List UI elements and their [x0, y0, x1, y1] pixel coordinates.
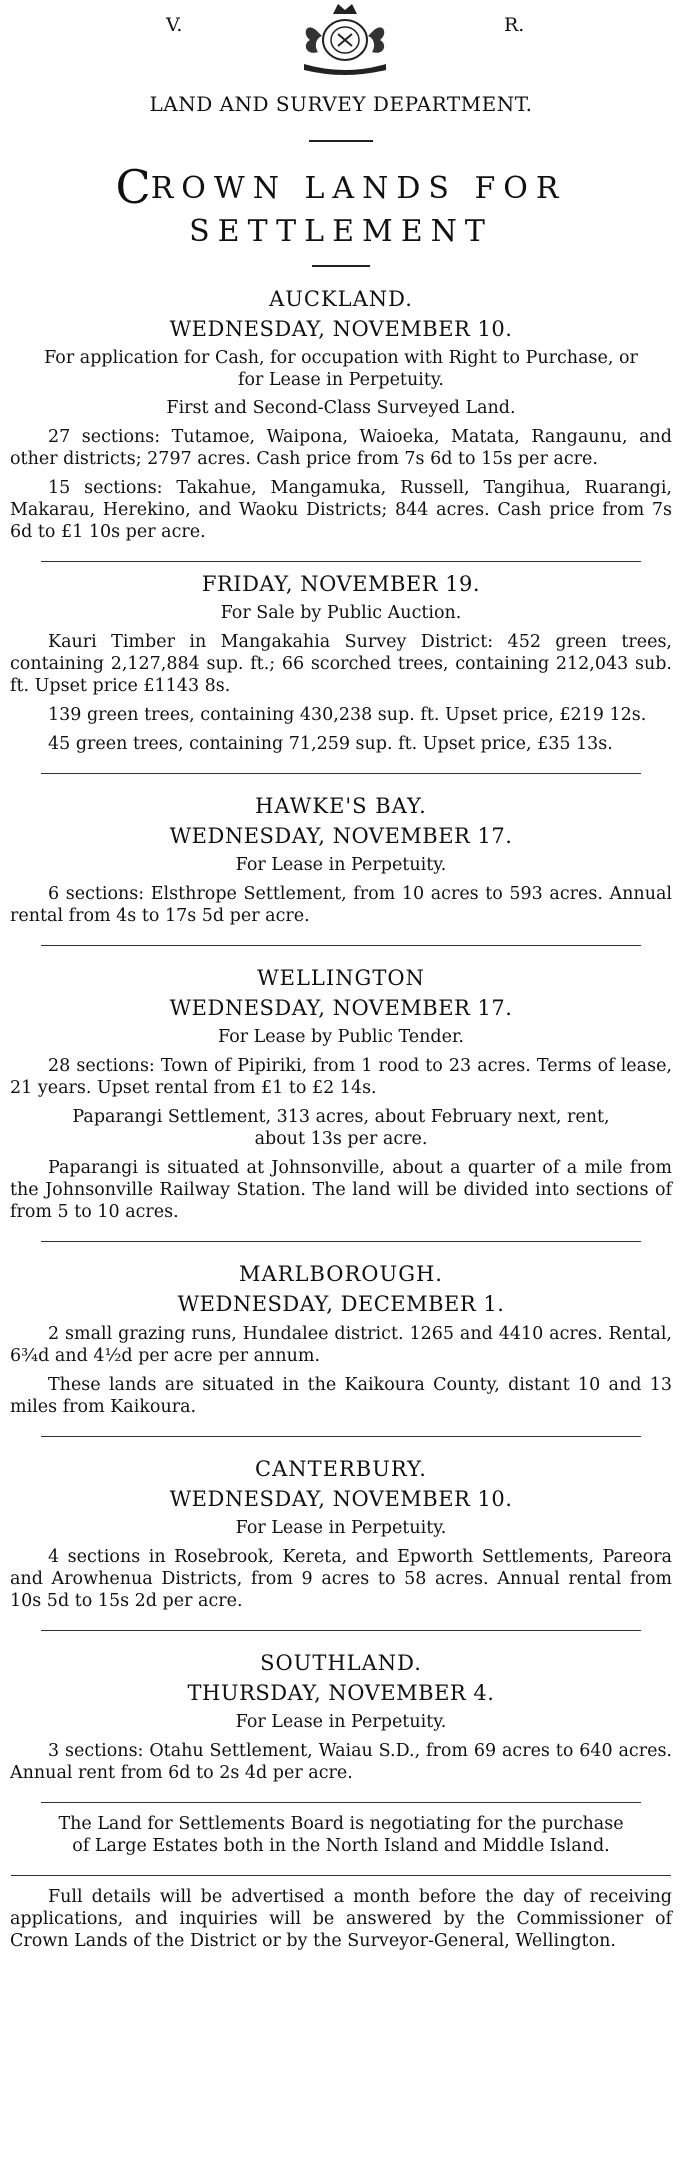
- listing-paragraph: 15 sections: Takahue, Mangamuka, Russell, Tangihua, Ruarangi, Makarau, Herekino, and Waoku Districts; 844 acres. Cash price from 7s 6d to £1 10s per acre.: [10, 478, 672, 542]
- title-initial: C: [115, 160, 151, 214]
- title-rule-bottom: [312, 265, 370, 267]
- date-heading: THURSDAY, NOVEMBER 4.: [187, 1681, 495, 1705]
- listing-paragraph: 2 small grazing runs, Hundalee district. 1265 and 4410 acres. Rental, 6¾d and 4½d per acre per annum.: [10, 1324, 672, 1366]
- date-heading: FRIDAY, NOVEMBER 19.: [201, 572, 481, 596]
- section-marlborough: [10, 1262, 672, 1418]
- section-hawkes-bay: [10, 794, 672, 927]
- sale-method: For Lease by Public Tender.: [218, 1027, 464, 1047]
- region-heading: SOUTHLAND.: [260, 1651, 422, 1675]
- listing-paragraph: 27 sections: Tutamoe, Waipona, Waioeka, Matata, Rangaunu, and other districts; 2797 acres. Cash price from 7s 6d to 15s per acre.: [10, 427, 672, 469]
- listing-paragraph: Kauri Timber in Mangakahia Survey District: 452 green trees, containing 2,127,884 sup. ft.; 66 scorched trees, containing 212,043 sub. ft. Upset price £1143 8s.: [10, 632, 672, 696]
- region-heading: CANTERBURY.: [255, 1457, 427, 1481]
- details-paragraph: Full details will be advertised a month before the day of receiving applications, and inquiries will be answered by the Commissioner of Crown Lands of the District or by the Surveyor-General, Wellington.: [10, 1887, 672, 1951]
- listing-paragraph: 139 green trees, containing 430,238 sup. ft. Upset price, £219 12s.: [48, 705, 647, 725]
- region-heading: MARLBOROUGH.: [239, 1262, 443, 1286]
- section-divider: [41, 1802, 641, 1803]
- board-note: The Land for Settlements Board is negotiating for the purchase of Large Estates both in the North Island and Middle Island.: [58, 1814, 624, 1856]
- section-divider: [41, 1241, 641, 1242]
- region-heading: AUCKLAND.: [269, 287, 413, 311]
- listing-paragraph: 3 sections: Otahu Settlement, Waiau S.D., from 69 acres to 640 acres. Annual rent from 6d to 2s 4d per acre.: [10, 1741, 672, 1783]
- date-heading: WEDNESDAY, DECEMBER 1.: [177, 1292, 505, 1316]
- region-heading: HAWKE'S BAY.: [255, 794, 427, 818]
- section-wellington: [10, 966, 672, 1223]
- left-letter: V.: [166, 14, 183, 36]
- date-heading: WEDNESDAY, NOVEMBER 17.: [169, 996, 513, 1020]
- section-auckland: [10, 287, 672, 755]
- listing-paragraph: 4 sections in Rosebrook, Kereta, and Epworth Settlements, Pareora and Arowhenua Districts, from 9 acres to 58 acres. Annual rental from 10s 5d to 15s 2d per acre.: [10, 1547, 672, 1611]
- date-heading: WEDNESDAY, NOVEMBER 10.: [169, 317, 513, 341]
- listing-paragraph: 45 green trees, containing 71,259 sup. ft. Upset price, £35 13s.: [48, 734, 613, 754]
- listing-paragraph: 6 sections: Elsthrope Settlement, from 10 acres to 593 acres. Annual rental from 4s to 17s 5d per acre.: [10, 884, 672, 926]
- page-title: [10, 160, 672, 249]
- section-canterbury: [10, 1457, 672, 1612]
- department-heading: LAND AND SURVEY DEPARTMENT.: [149, 92, 533, 116]
- sale-method: For Lease in Perpetuity.: [235, 1518, 447, 1538]
- date-heading: WEDNESDAY, NOVEMBER 17.: [169, 824, 513, 848]
- section-divider: [41, 1630, 641, 1631]
- section-divider: [41, 945, 641, 946]
- right-letter: R.: [504, 14, 525, 36]
- sale-method: For Lease in Perpetuity.: [235, 1712, 447, 1732]
- region-heading: WELLINGTON: [257, 966, 425, 990]
- listing-paragraph: 28 sections: Town of Pipiriki, from 1 rood to 23 acres. Terms of lease, 21 years. Upset rental from £1 to £2 14s.: [10, 1056, 672, 1098]
- title-rest: ROWN LANDS FOR SETTLEMENT: [150, 171, 567, 249]
- sale-method: For Lease in Perpetuity.: [235, 855, 447, 875]
- land-class: First and Second-Class Surveyed Land.: [166, 398, 516, 418]
- section-divider: [41, 561, 641, 562]
- royal-crest-icon: [292, 0, 398, 76]
- section-southland: [10, 1651, 672, 1784]
- listing-paragraph: Paparangi Settlement, 313 acres, about February next, rent, about 13s per acre.: [72, 1107, 610, 1149]
- section-divider: [41, 1436, 641, 1437]
- title-rule: [309, 140, 373, 142]
- section-divider: [11, 1875, 671, 1876]
- section-divider: [41, 773, 641, 774]
- listing-paragraph: These lands are situated in the Kaikoura County, distant 10 and 13 miles from Kaikoura.: [10, 1375, 672, 1417]
- header-top: [10, 0, 672, 84]
- sale-method: For Sale by Public Auction.: [220, 603, 462, 623]
- sale-method: For application for Cash, for occupation with Right to Purchase, or for Lease in Perpetuity.: [44, 348, 638, 390]
- listing-paragraph: Paparangi is situated at Johnsonville, about a quarter of a mile from the Johnsonville Railway Station. The land will be divided into sections of from 5 to 10 acres.: [10, 1158, 672, 1222]
- date-heading: WEDNESDAY, NOVEMBER 10.: [169, 1487, 513, 1511]
